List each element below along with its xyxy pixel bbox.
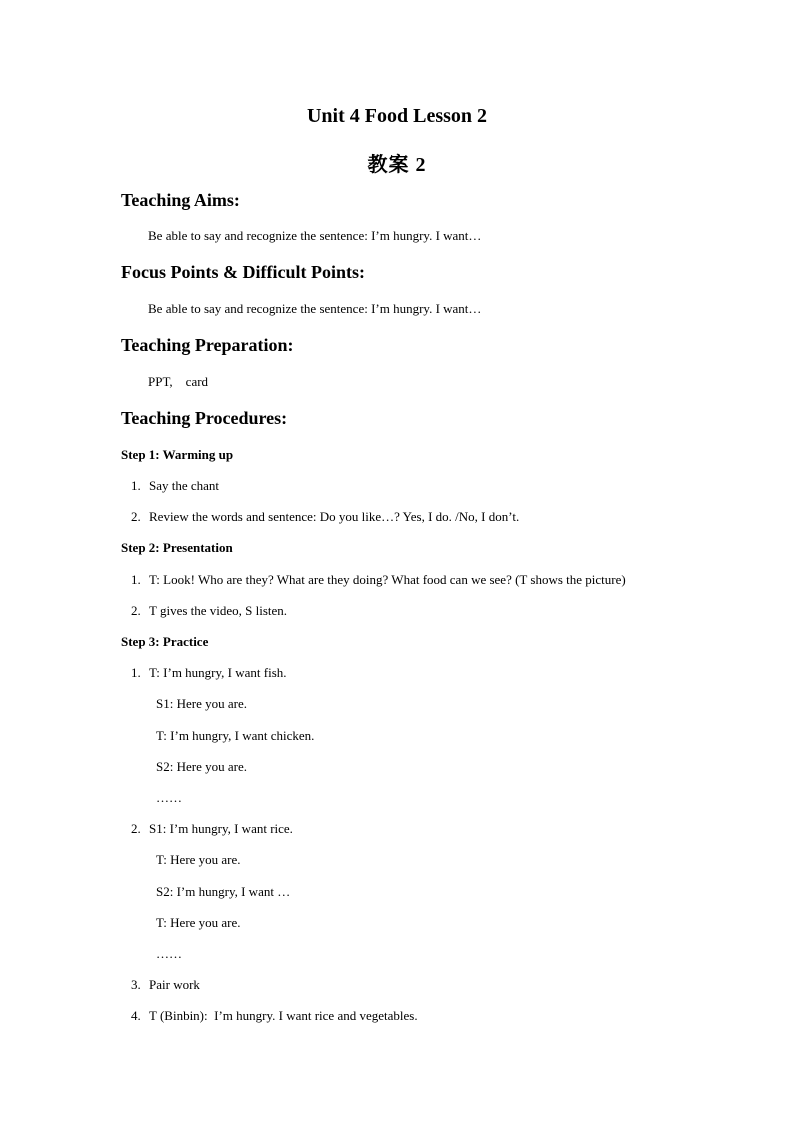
list-item: Pair work bbox=[149, 977, 200, 992]
list-item-number: 1. bbox=[131, 572, 141, 587]
focus-heading: Focus Points & Difficult Points: bbox=[121, 262, 365, 282]
dialogue-line: S1: Here you are. bbox=[156, 696, 247, 711]
list-item: T gives the video, S listen. bbox=[149, 603, 288, 618]
dialogue-line: S2: Here you are. bbox=[156, 759, 247, 774]
procedures-heading: Teaching Procedures: bbox=[121, 408, 288, 428]
step1-heading: Step 1: Warming up bbox=[121, 447, 234, 462]
dialogue-line: T: I’m hungry, I want chicken. bbox=[156, 728, 315, 743]
document-subtitle: 教案 2 bbox=[367, 154, 427, 176]
dialogue-line: T: Here you are. bbox=[156, 915, 241, 930]
step2-heading: Step 2: Presentation bbox=[121, 540, 233, 555]
focus-text: Be able to say and recognize the sentence: I’m hungry. I want… bbox=[148, 301, 482, 316]
preparation-heading: Teaching Preparation: bbox=[121, 335, 294, 355]
list-item-number: 2. bbox=[131, 509, 141, 524]
aims-text: Be able to say and recognize the sentence: I’m hungry. I want… bbox=[148, 228, 482, 243]
dialogue-line: …… bbox=[156, 790, 182, 805]
step3-heading: Step 3: Practice bbox=[121, 634, 209, 649]
list-item: Review the words and sentence: Do you like…? Yes, I do. /No, I don’t. bbox=[149, 509, 520, 524]
list-item-number: 3. bbox=[131, 977, 141, 992]
list-item-number: 1. bbox=[131, 478, 141, 493]
preparation-text: PPT, card bbox=[148, 374, 209, 389]
aims-heading: Teaching Aims: bbox=[121, 190, 240, 210]
list-item: S1: I’m hungry, I want rice. bbox=[149, 821, 293, 836]
list-item: Say the chant bbox=[149, 478, 220, 493]
list-item: T (Binbin): I’m hungry. I want rice and vegetables. bbox=[149, 1008, 418, 1023]
dialogue-line: T: Here you are. bbox=[156, 852, 241, 867]
list-item-number: 1. bbox=[131, 665, 141, 680]
dialogue-line: S2: I’m hungry, I want … bbox=[156, 884, 291, 899]
dialogue-line: …… bbox=[156, 946, 182, 961]
list-item-number: 2. bbox=[131, 603, 141, 618]
list-item: T: I’m hungry, I want fish. bbox=[149, 665, 287, 680]
list-item-number: 4. bbox=[131, 1008, 141, 1023]
list-item-number: 2. bbox=[131, 821, 141, 836]
list-item: T: Look! Who are they? What are they doing? What food can we see? (T shows the picture) bbox=[149, 572, 626, 587]
document-title: Unit 4 Food Lesson 2 bbox=[306, 105, 488, 127]
